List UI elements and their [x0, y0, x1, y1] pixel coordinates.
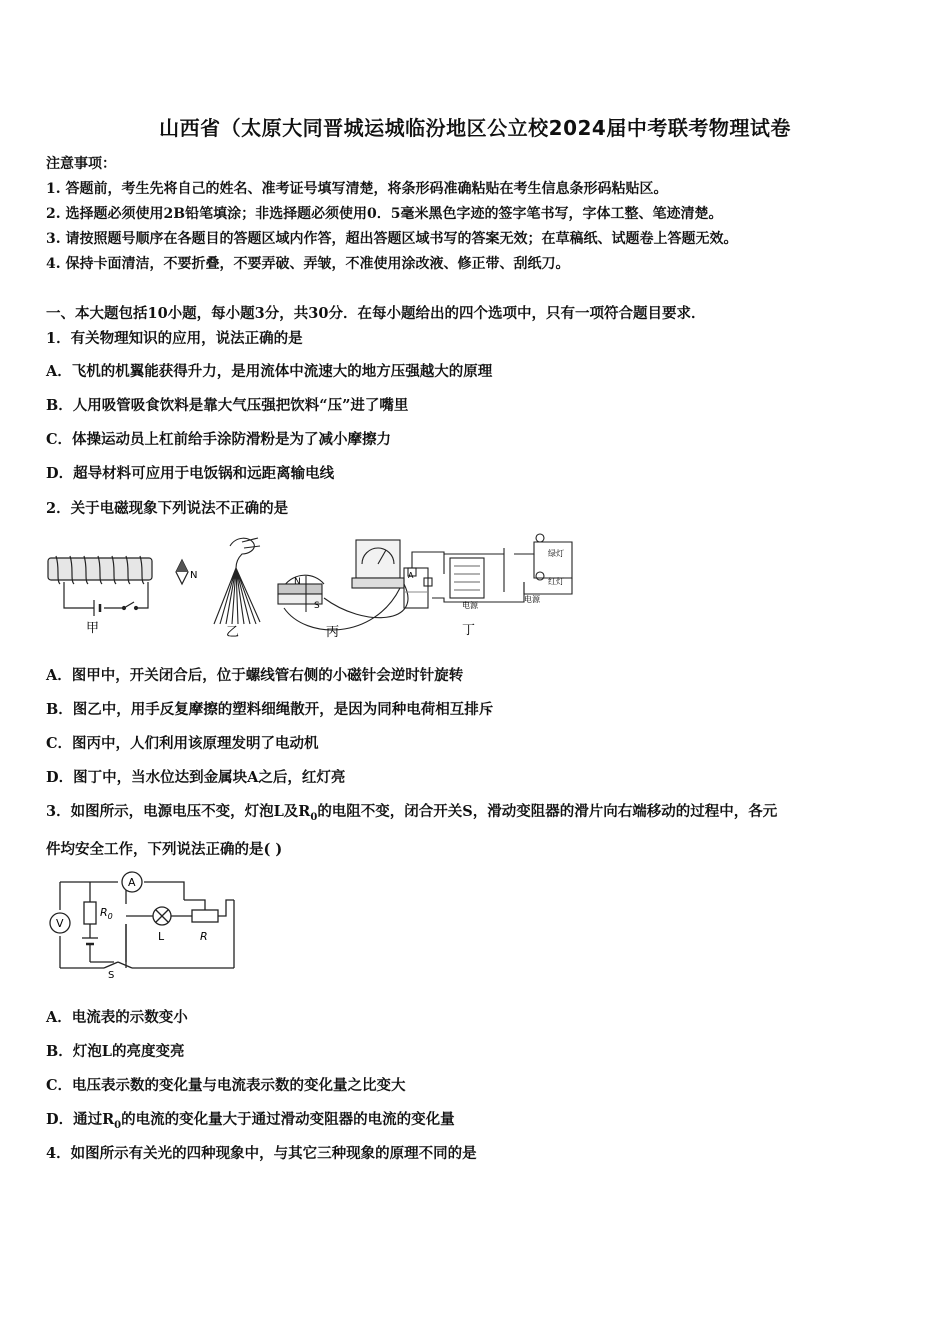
q3-stem-continued: 件均安全工作，下列说法正确的是( ): [46, 841, 283, 858]
q3-option-b: B．灯泡L的亮度变亮: [46, 1043, 185, 1060]
r0-label: [100, 906, 113, 921]
q3-option-d-subscript: 0: [114, 1119, 122, 1131]
power-label-2: 电源: [524, 595, 540, 604]
green-light-label: 绿灯: [548, 549, 564, 558]
q2-option-b: B．图乙中，用手反复摩擦的塑料细绳散开，是因为同种电荷相互排斥: [46, 701, 494, 718]
q2-fig-n2-label: N: [294, 577, 301, 587]
note-item-3: 3. 请按照题号顺序在各题目的答题区域内作答，超出答题区域书写的答案无效；在草稿纸、试题卷上答题无效。: [46, 231, 738, 247]
q2-option-c: C．图丙中，人们利用该原理发明了电动机: [46, 735, 319, 752]
section-heading: 一、本大题包括10小题，每小题3分，共30分．在每小题给出的四个选项中，只有一项符合题目要求．: [46, 305, 706, 322]
q3-option-a: A．电流表的示数变小: [46, 1009, 188, 1026]
hand-strings-diagram: [214, 538, 260, 624]
q1-option-a: A．飞机的机翼能获得升力，是用流体中流速大的地方压强越大的原理: [46, 363, 493, 380]
q3-stem-part-a: 3．如图所示，电源电压不变，灯泡L及R: [46, 803, 311, 820]
q2-option-a: A．图甲中，开关闭合后，位于螺线管右侧的小磁针会逆时针旋转: [46, 667, 464, 684]
red-light-label: 红灯: [548, 577, 564, 586]
caption-jia: 甲: [86, 621, 100, 636]
q3-circuit-figure: [44, 870, 244, 978]
q2-fig-s-label: S: [314, 601, 320, 611]
solenoid-diagram: [48, 556, 152, 616]
q1-option-d: D．超导材料可应用于电饭锅和远距离输电线: [46, 465, 335, 482]
r0-label-main: R: [100, 906, 108, 919]
note-item-1: 1. 答题前，考生先将自己的姓名、准考证号填写清楚，将条形码准确粘贴在考生信息条形码粘贴区。: [46, 181, 668, 197]
voltmeter-label: V: [56, 917, 64, 930]
caption-yi: 乙: [226, 625, 240, 640]
q2-figure: [44, 528, 574, 640]
switch-label: S: [108, 970, 115, 978]
q3-option-d: [46, 1108, 455, 1131]
r0-label-sub: 0: [107, 912, 113, 921]
q1-option-c: C．体操运动员上杠前给手涂防滑粉是为了减小摩擦力: [46, 431, 392, 448]
note-item-4: 4. 保持卡面清洁，不要折叠，不要弄破、弄皱，不准使用涂改液、修正带、刮纸刀。: [46, 256, 570, 272]
page-title: 山西省（太原大同晋城运城临汾地区公立校2024届中考联考物理试卷: [159, 116, 791, 140]
compass-needle: [176, 560, 197, 584]
q3-stem-part-b: 的电阻不变，闭合开关S，滑动变阻器的滑片向右端移动的过程中，各元: [317, 803, 778, 820]
q1-stem: 1．有关物理知识的应用，说法正确的是: [46, 330, 303, 347]
power-label-1: 电源: [462, 601, 478, 610]
notes-heading: 注意事项：: [46, 156, 116, 172]
ammeter-label: A: [128, 876, 136, 889]
q2-stem: 2．关于电磁现象下列说法不正确的是: [46, 500, 289, 517]
q3-option-d-part-a: D．通过R: [46, 1111, 115, 1128]
caption-bing: 丙: [326, 625, 340, 640]
note-item-2: 2. 选择题必须使用2B铅笔填涂；非选择题必须使用0．5毫米黑色字迹的签字笔书写，字体工整、笔迹清楚。: [46, 206, 723, 222]
lamp-label: L: [158, 930, 165, 943]
rheostat-label: R: [200, 930, 208, 943]
q2-fig-a-label: A: [408, 571, 414, 580]
q1-option-b: B．人用吸管吸食饮料是靠大气压强把饮料“压”进了嘴里: [46, 397, 409, 414]
q2-fig-n-label: N: [190, 570, 198, 581]
caption-ding: 丁: [462, 623, 476, 638]
q3-stem-subscript: 0: [310, 811, 318, 823]
relay-circuit-diagram: [404, 534, 572, 608]
q3-option-d-part-b: 的电流的变化量大于通过滑动变阻器的电流的变化量: [121, 1111, 455, 1128]
q3-option-c: C．电压表示数的变化量与电流表示数的变化量之比变大: [46, 1077, 406, 1094]
q3-stem: [46, 800, 777, 823]
q4-stem: 4．如图所示有关光的四种现象中，与其它三种现象的原理不同的是: [46, 1145, 477, 1162]
q2-option-d: D．图丁中，当水位达到金属块A之后，红灯亮: [46, 769, 346, 786]
